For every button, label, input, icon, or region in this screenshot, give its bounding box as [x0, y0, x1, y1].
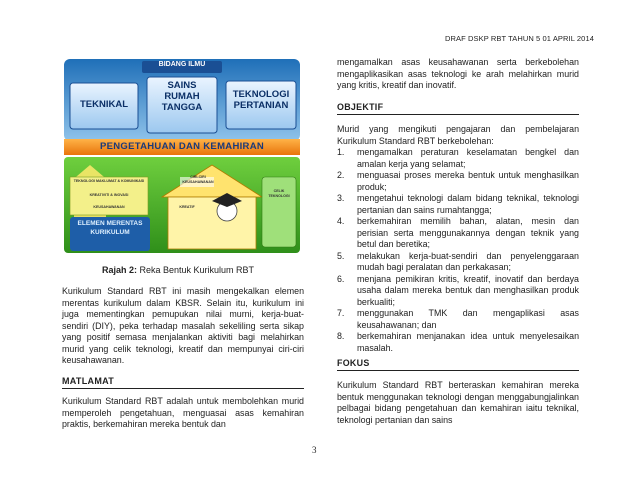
- center-item-kreatif: KREATIF: [179, 205, 195, 209]
- matlamat-paragraph: Kurikulum Standard RBT adalah untuk membolehkan murid memperoleh pengetahuan, menguasai asas kemahiran praktis, berkemahiran mereka bentuk dan: [62, 396, 304, 429]
- objektif-intro: Murid yang mengikuti pengajaran dan pembelajaran Kurikulum Standard RBT berkebolehan:: [337, 124, 579, 146]
- center-item-celik: CELIK TEKNOLOGI: [268, 189, 290, 198]
- list-item: 7. menggunakan TMK dan mengaplikasi asas keusahawanan; dan: [337, 308, 579, 330]
- list-item: 8. berkemahiran menjanakan idea untuk menyelesaikan masalah.: [337, 331, 579, 353]
- objektif-heading: OBJEKTIF: [337, 102, 384, 112]
- caption-number: Rajah 2:: [102, 265, 138, 275]
- list-item: 6. menjana pemikiran kritis, kreatif, inovatif dan berdaya usaha dalam mereka bentuk dan menghasilkan produk berkualiti;: [337, 273, 579, 307]
- intro-paragraph: Kurikulum Standard RBT ini masih mengekalkan elemen merentas kurikulum dalam KBSR. Selain itu, kurikulum ini juga mementingkan pemupukan nilai murni, kerja-buat-sendiri (DIY), peka terhadap masalah sekeliling serta sikap yang positif semasa menjalankan aktiviti bagi melahirkan murid yang celik teknologi, kreatif dan mempunyai ciri-ciri keusahawanan.: [62, 286, 304, 365]
- matlamat-rule: [62, 388, 304, 389]
- page-number: 3: [312, 445, 317, 455]
- objektif-rule: [337, 114, 579, 115]
- matlamat-continuation: mengamalkan asas keusahawanan serta berkebolehan mengaplikasikan asas teknologi ke arah melahirkan murid yang kritis, kreatif dan inovatif.: [337, 57, 579, 90]
- list-item: 5. melakukan kerja-buat-sendiri dan penyelenggaraan mudah bagi peralatan dan perkakasan;: [337, 250, 579, 272]
- left-item-kreativiti: KREATIVITI & INOVASI: [89, 193, 129, 197]
- fokus-rule: [337, 370, 579, 371]
- figure-caption: [102, 265, 254, 275]
- fokus-paragraph: Kurikulum Standard RBT berteraskan kemahiran mereka bentuk menggunakan teknologi dengan menggabungjalinkan pelbagai bidang pengetahuan dan kemahiran iaitu teknikal, teknologi pertanian dan sains: [337, 380, 579, 425]
- left-item-keusahawanan: KEUSAHAWANAN: [93, 205, 125, 209]
- fokus-heading: FOKUS: [337, 358, 370, 368]
- list-item: 4. berkemahiran memilih bahan, alatan, mesin dan perisian serta menggunakannya dengan teknik yang betul dan beretika;: [337, 216, 579, 249]
- document-header: DRAF DSKP RBT TAHUN 5 01 APRIL 2014: [445, 34, 594, 43]
- teknologi-pertanian-label: TEKNOLOGI PERTANIAN: [232, 89, 290, 111]
- list-item: 2. menguasai proses mereka bentuk untuk menghasilkan produk;: [337, 170, 579, 192]
- teknikal-label: TEKNIKAL: [79, 99, 129, 110]
- matlamat-heading: MATLAMAT: [62, 376, 115, 386]
- center-item-ciri: CIRI-CIRI KEUSAHAWANAN: [182, 175, 214, 184]
- list-item: 1. mengamalkan peraturan keselamatan bengkel dan amalan kerja yang selamat;: [337, 147, 579, 169]
- pengetahuan-banner-label: PENGETAHUAN DAN KEMAHIRAN: [99, 141, 265, 152]
- sains-rumah-tangga-label: SAINS RUMAH TANGGA: [161, 80, 203, 113]
- caption-text: Reka Bentuk Kurikulum RBT: [137, 265, 255, 275]
- objectives-list: [337, 147, 579, 354]
- left-item-tmk: TEKNOLOGI MAKLUMAT & KOMUNIKASI: [73, 179, 145, 183]
- bidang-ilmu-label: BIDANG ILMU: [158, 61, 206, 68]
- elemen-merentas-label: ELEMEN MERENTAS KURIKULUM: [77, 220, 143, 236]
- list-item: 3. mengetahui teknologi dalam bidang teknikal, teknologi pertanian dan sains rumahtangga;: [337, 193, 579, 215]
- curriculum-design-figure: [62, 57, 302, 255]
